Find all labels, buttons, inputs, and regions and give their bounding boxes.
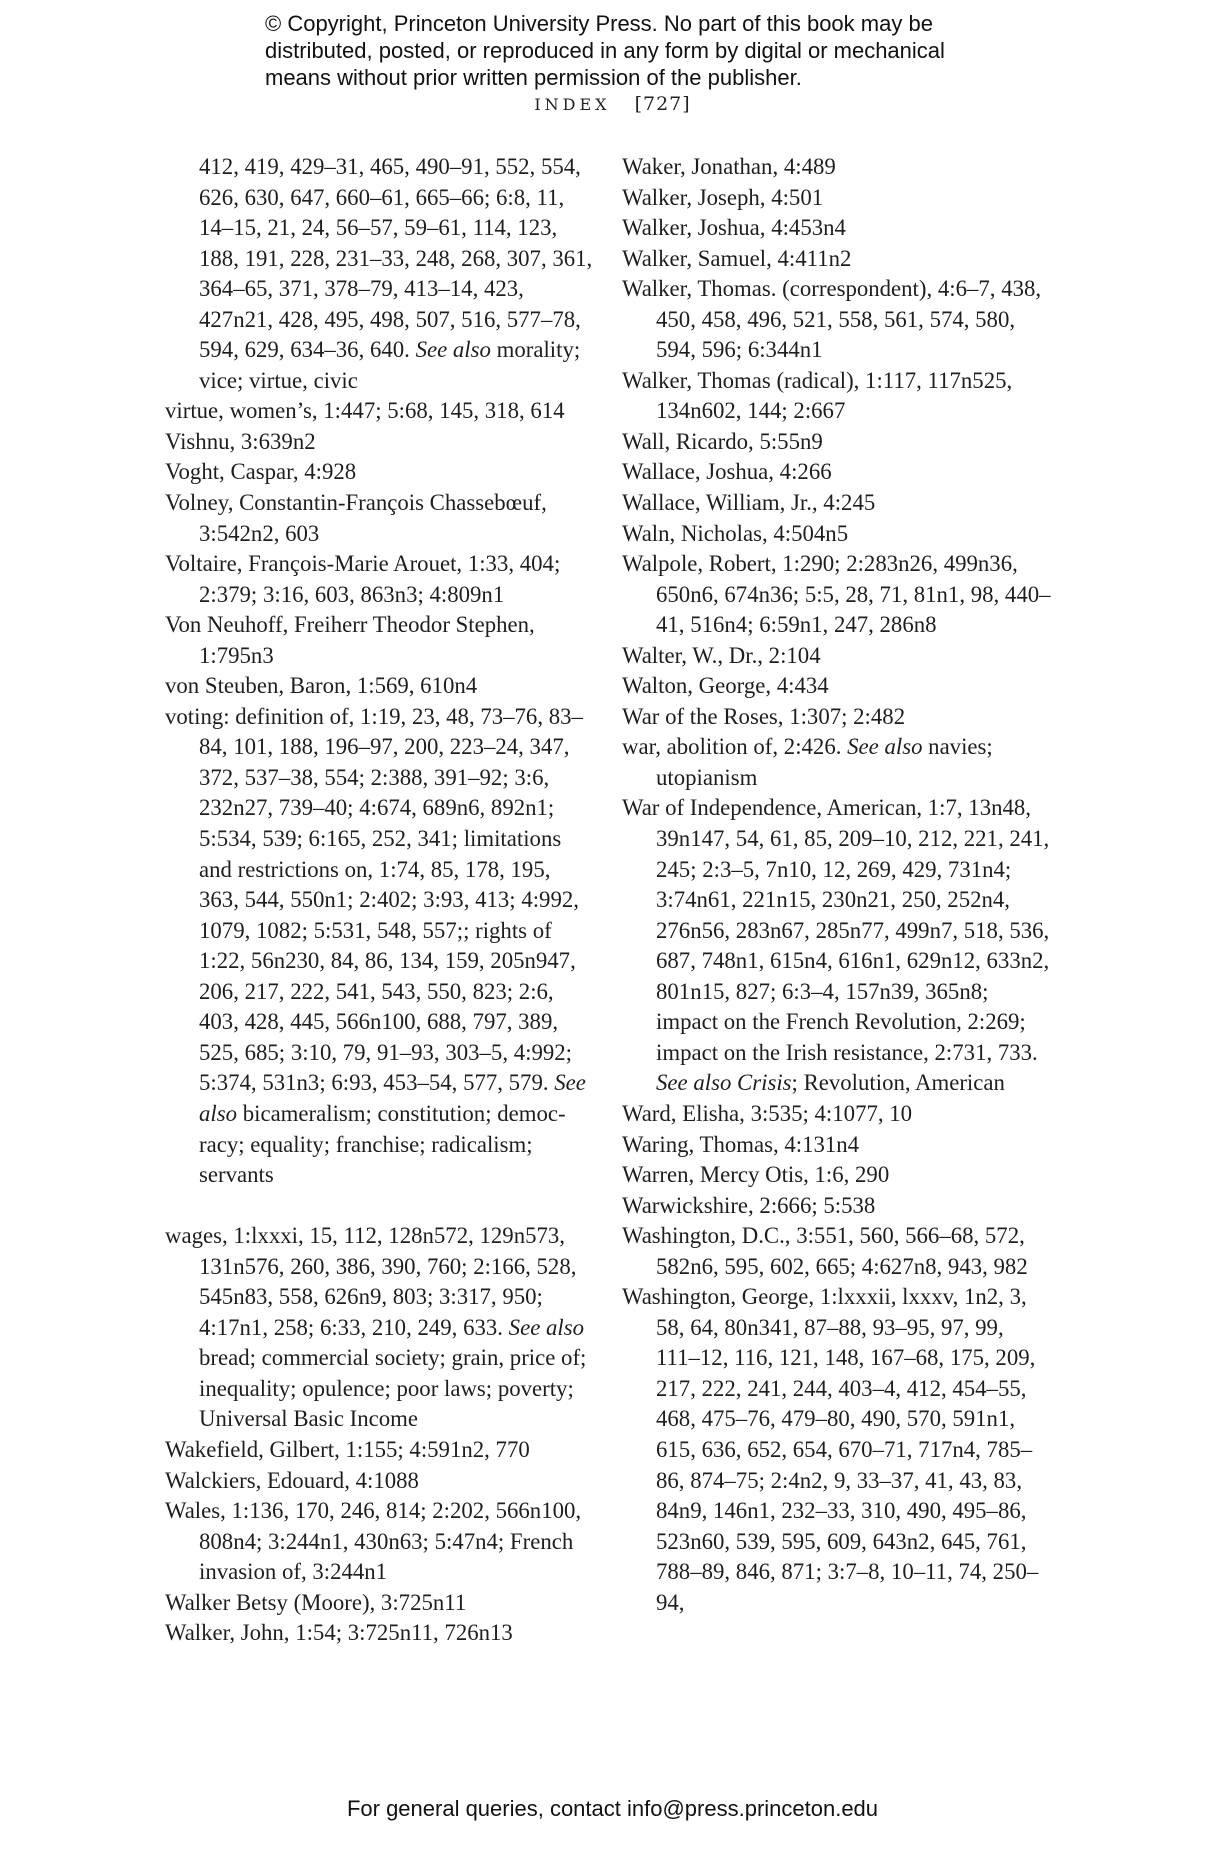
copyright-notice [265,10,1025,91]
entry-text: Waring, Thomas, 4:131n4 [622,1131,860,1157]
index-entry [165,396,595,427]
index-entry [622,457,1052,488]
index-entry [165,1618,595,1649]
entry-spacer [165,1191,595,1222]
copyright-line: means without prior written permission of the publisher. [265,65,802,90]
index-entry [622,152,1052,183]
entry-text: Washington, George, 1:lxxxii, lxxxv, 1n2, 3, 58, 64, 80n341, 87–88, 93–95, 97, 99, 111–12, 116, 121, 148, 167–68, 175, 209, 217, 222, 241, 244, 403–4, 412, 454–55, 468, 475–76, 479–80, 490, 570, 591n1, 615, 636, 652, 654, 670–71, 717n4, 785–86, 874–75; 2:4n2, 9, 33–37, 41, 43, 83, 84n9, 146n1, 232–33, 310, 490, 495–86, 523n60, 539, 595, 609, 643n2, 645, 761, 788–89, 846, 871; 3:7–8, 10–11, 74, 250–94, [622,1284,1039,1615]
index-entry [622,427,1052,458]
index-entry [622,702,1052,733]
index-column-left [165,152,595,1649]
index-entry [622,244,1052,275]
index-entry [165,457,595,488]
entry-text: Walker, John, 1:54; 3:725n11, 726n13 [165,1620,513,1646]
entry-text: Walckiers, Edouard, 4:1088 [165,1467,419,1493]
entry-text: War of Independence, American, 1:7, 13n48, 39n147, 54, 61, 85, 209–10, 212, 221, 241, 245; 2:3–5, 7n10, 12, 269, 429, 731n4; 3:74n61, 221n15, 230n21, 250, 252n4, 276n56, 283n67, 285n77, 499n7, 518, 536, 687, 748n1, 615n4, 616n1, 629n12, 633n2, 801n15, 827; 6:3–4, 157n39, 365n8; impact on the French Revolution, 2:269; impact on the Irish resistance, 2:731, 733. [622,795,1050,1065]
index-entry [165,488,595,549]
entry-text: Volney, Constantin-François Chassebœuf, 3:542n2, 603 [165,490,547,546]
index-entry [165,671,595,702]
index-entry [622,1099,1052,1130]
entry-text: Wall, Ricardo, 5:55n9 [622,428,823,454]
entry-text: von Steuben, Baron, 1:569, 610n4 [165,673,478,699]
entry-text: wages, 1:lxxxi, 15, 112, 128n572, 129n573, 131n576, 260, 386, 390, 760; 2:166, 528, 545n83, 558, 626n9, 803; 3:317, 950; 4:17n1, 258; 6:33, 210, 249, 633. [165,1223,577,1340]
entry-text: Walker, Thomas (radical), 1:117, 117n525, 134n602, 144; 2:667 [622,367,1013,424]
index-entry [622,1130,1052,1161]
index-entry [165,702,595,1191]
index-entry [165,427,595,458]
entry-text: Walpole, Robert, 1:290; 2:283n26, 499n36, 650n6, 674n36; 5:5, 28, 71, 81n1, 98, 440–41, 516n4; 6:59n1, 247, 286n8 [622,551,1051,638]
entry-text: Ward, Elisha, 3:535; 4:1077, 10 [622,1100,913,1126]
entry-text: Walker, Samuel, 4:411n2 [622,245,852,271]
entry-text: bread; commercial society; grain, price of; inequality; opulence; poor laws; poverty; Universal Basic Income [199,1345,587,1432]
cross-reference: See also [415,337,491,363]
entry-text: Walker, Joseph, 4:501 [622,184,824,210]
entry-text: morality; vice; virtue, civic [199,337,581,393]
entry-text: 412, 419, 429–31, 465, 490–91, 552, 554, 626, 630, 647, 660–61, 665–66; 6:8, 11, 14–15, 21, 24, 56–57, 59–61, 114, 123, 188, 191, 228, 231–33, 248, 268, 307, 361, 364–65, 371, 378–79, 413–14, 423, 427n21, 428, 495, 498, 507, 516, 577–78, 594, 629, 634–36, 640. [199,154,593,363]
entry-text: Walker, Thomas. (correspondent), 4:6–7, 438, 450, 458, 496, 521, 558, 561, 574, 580, 594, 596; 6:344n1 [622,276,1042,363]
index-entry [622,1160,1052,1191]
index-entry [165,549,595,610]
index-entry [622,183,1052,214]
index-entry [622,793,1052,1098]
entry-text: Walker Betsy (Moore), 3:725n11 [165,1589,467,1615]
entry-text: Vishnu, 3:639n2 [165,428,316,454]
entry-text: war, abolition of, 2:426. [622,734,848,760]
cross-reference: See also [847,734,923,760]
index-entry [622,1282,1052,1618]
index-entry [622,519,1052,550]
entry-text: navies; utopianism [656,734,993,790]
index-entry [622,732,1052,793]
entry-text: Waker, Jonathan, 4:489 [622,154,836,179]
index-entry [622,1221,1052,1282]
entry-text: virtue, women’s, 1:447; 5:68, 145, 318, 614 [165,398,565,424]
entry-text: Walter, W., Dr., 2:104 [622,642,821,668]
entry-text: Wallace, William, Jr., 4:245 [622,490,876,516]
entry-text: Warren, Mercy Otis, 1:6, 290 [622,1162,890,1188]
index-entry [165,1435,595,1466]
running-head [0,93,1225,115]
index-entry [622,488,1052,519]
cross-reference: See also [199,1070,586,1126]
entry-text: Wales, 1:136, 170, 246, 814; 2:202, 566n100, 808n4; 3:244n1, 430n63; 5:47n4; French invasion of, 3:244n1 [165,1498,582,1585]
index-column-right [622,152,1052,1618]
index-entry [622,549,1052,641]
entry-text: voting: definition of, 1:19, 23, 48, 73–76, 83–84, 101, 188, 196–97, 200, 223–24, 347, 372, 537–38, 554; 2:388, 391–92; 3:6, 232n27, 739–40; 4:674, 689n6, 892n1; 5:534, 539; 6:165, 252, 341; limitations and restrictions on, 1:74, 85, 178, 195, 363, 544, 550n1; 2:402; 3:93, 413; 4:992, 1079, 1082; 5:531, 548, 557;; rights of 1:22, 56n230, 84, 86, 134, 159, 205n947, 206, 217, 222, 541, 543, 550, 823; 2:6, 403, 428, 445, 566n100, 688, 797, 389, 525, 685; 3:10, 79, 91–93, 303–5, 4:992; 5:374, 531n3; 6:93, 453–54, 577, 579. [165,703,583,1096]
entry-text: Waln, Nicholas, 4:504n5 [622,520,849,546]
entry-text: Warwickshire, 2:666; 5:538 [622,1192,876,1218]
page-number: [727] [634,93,691,115]
footer-contact: For general queries, contact info@press.princeton.edu [346,1796,879,1821]
cross-reference: See also [508,1314,585,1340]
entry-text: Walton, George, 4:434 [622,673,829,699]
entry-text: Voght, Caspar, 4:928 [165,459,357,485]
cross-reference: See also Crisis [656,1070,792,1096]
index-entry [165,1588,595,1619]
index-entry [622,274,1052,366]
index-entry [622,641,1052,672]
index-entry [622,1191,1052,1222]
entry-text: Wallace, Joshua, 4:266 [622,459,832,485]
copyright-line: © Copyright, Princeton University Press. No part of this book may be [265,11,933,36]
entry-text: Von Neuhoff, Freiherr Theodor Stephen, 1:795n3 [165,612,535,668]
entry-text: Voltaire, François-Marie Arouet, 1:33, 404; 2:379; 3:16, 603, 863n3; 4:809n1 [165,551,561,607]
running-head-title: INDEX [534,95,611,114]
entry-text: ; Revolution, American [791,1070,1005,1096]
entry-text: bicameralism; constitution; democracy; equality; franchise; radicalism; servants [199,1100,566,1188]
copyright-line: distributed, posted, or reproduced in any form by digital or mechanical [265,38,945,63]
index-entry [165,152,595,396]
index-entry [165,1496,595,1588]
entry-text: Wakefield, Gilbert, 1:155; 4:591n2, 770 [165,1436,530,1462]
index-entry [165,1221,595,1435]
entry-text: Walker, Joshua, 4:453n4 [622,215,846,241]
index-entry [165,610,595,671]
index-entry [165,1466,595,1497]
index-entry [622,213,1052,244]
entry-text: War of the Roses, 1:307; 2:482 [622,703,906,729]
entry-text: Washington, D.C., 3:551, 560, 566–68, 572, 582n6, 595, 602, 665; 4:627n8, 943, 982 [622,1223,1028,1279]
index-entry [622,671,1052,702]
index-entry [622,366,1052,427]
